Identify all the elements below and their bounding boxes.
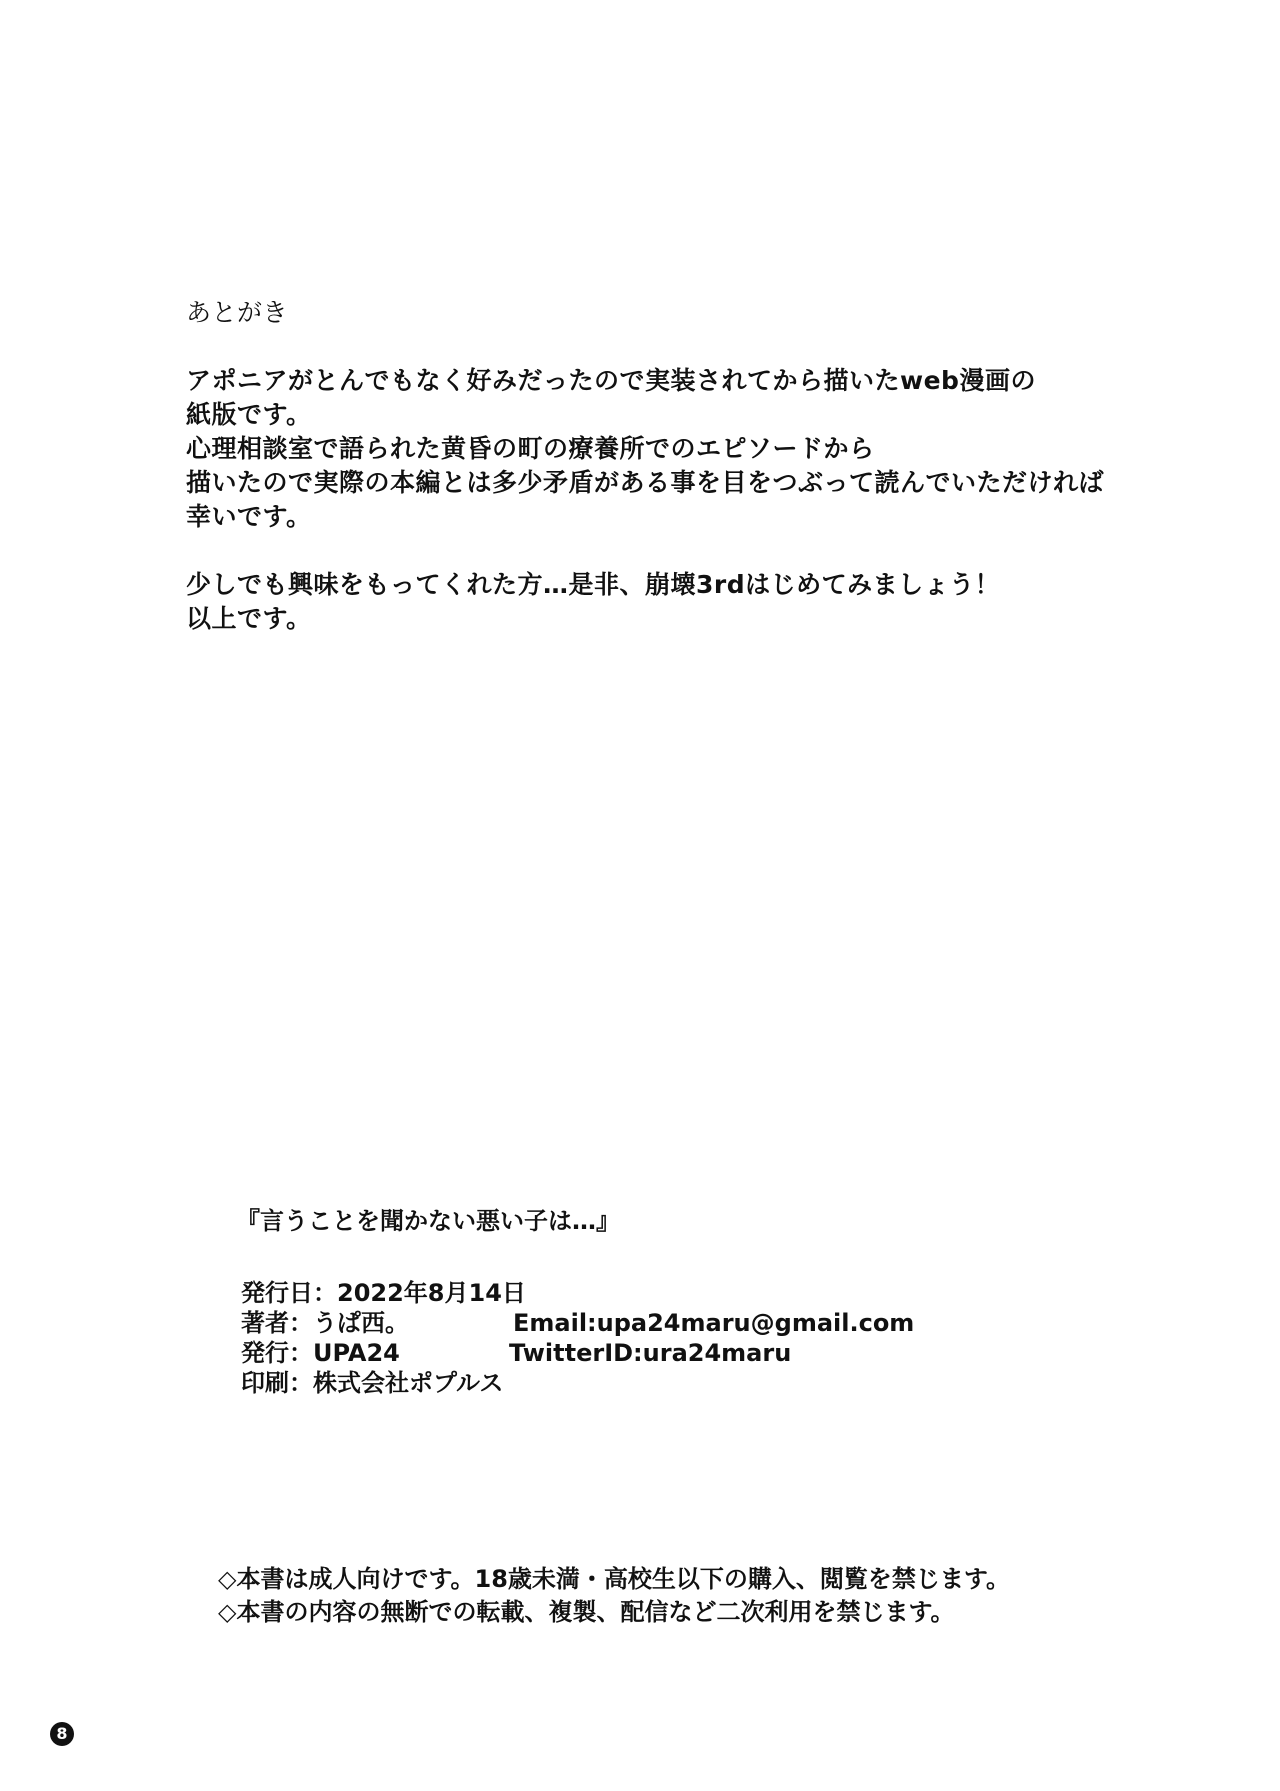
afterword-line: 以上です。 [186,604,312,633]
afterword-line: アポニアがとんでもなく好みだったので実装されてから描いたweb漫画の [186,366,1036,395]
afterword-line: 描いたので実際の本編とは多少矛盾がある事を目をつぶって読んでいただければ [186,468,1105,497]
notices-section [218,1563,1118,1629]
notice-no-reproduction: ◇本書の内容の無断での転載、複製、配信など二次利用を禁じます。 [218,1598,955,1626]
afterword-line: 少しでも興味をもってくれた方…是非、崩壊3rdはじめてみましょう！ [186,570,1001,599]
colophon-row-publisher [236,1338,936,1368]
book-title: 『言うことを聞かない悪い子は…』 [236,1207,620,1235]
afterword-section [186,296,1146,636]
colophon-section [236,1206,936,1398]
twitter-id: TwitterID:ura24maru [509,1339,792,1367]
author: 著者：うぱ西。 [241,1309,409,1337]
printer: 印刷：株式会社ポプルス [241,1369,504,1397]
afterword-line: 幸いです。 [186,502,312,531]
notice-adult-only: ◇本書は成人向けです。18歳未満・高校生以下の購入、閲覧を禁じます。 [218,1565,1011,1593]
afterword-line: 心理相談室で語られた黄昏の町の療養所でのエピソードから [186,434,875,463]
afterword-line: 紙版です。 [186,400,312,429]
colophon-row-date [236,1278,936,1308]
colophon-row-author [236,1308,936,1338]
publisher: 発行：UPA24 [241,1339,400,1367]
publication-date: 発行日：2022年8月14日 [241,1279,526,1307]
page-number-badge: 8 [50,1722,74,1746]
afterword-heading: あとがき [186,298,289,327]
email-address: Email:upa24maru@gmail.com [513,1309,915,1337]
colophon-row-printer [236,1368,936,1398]
